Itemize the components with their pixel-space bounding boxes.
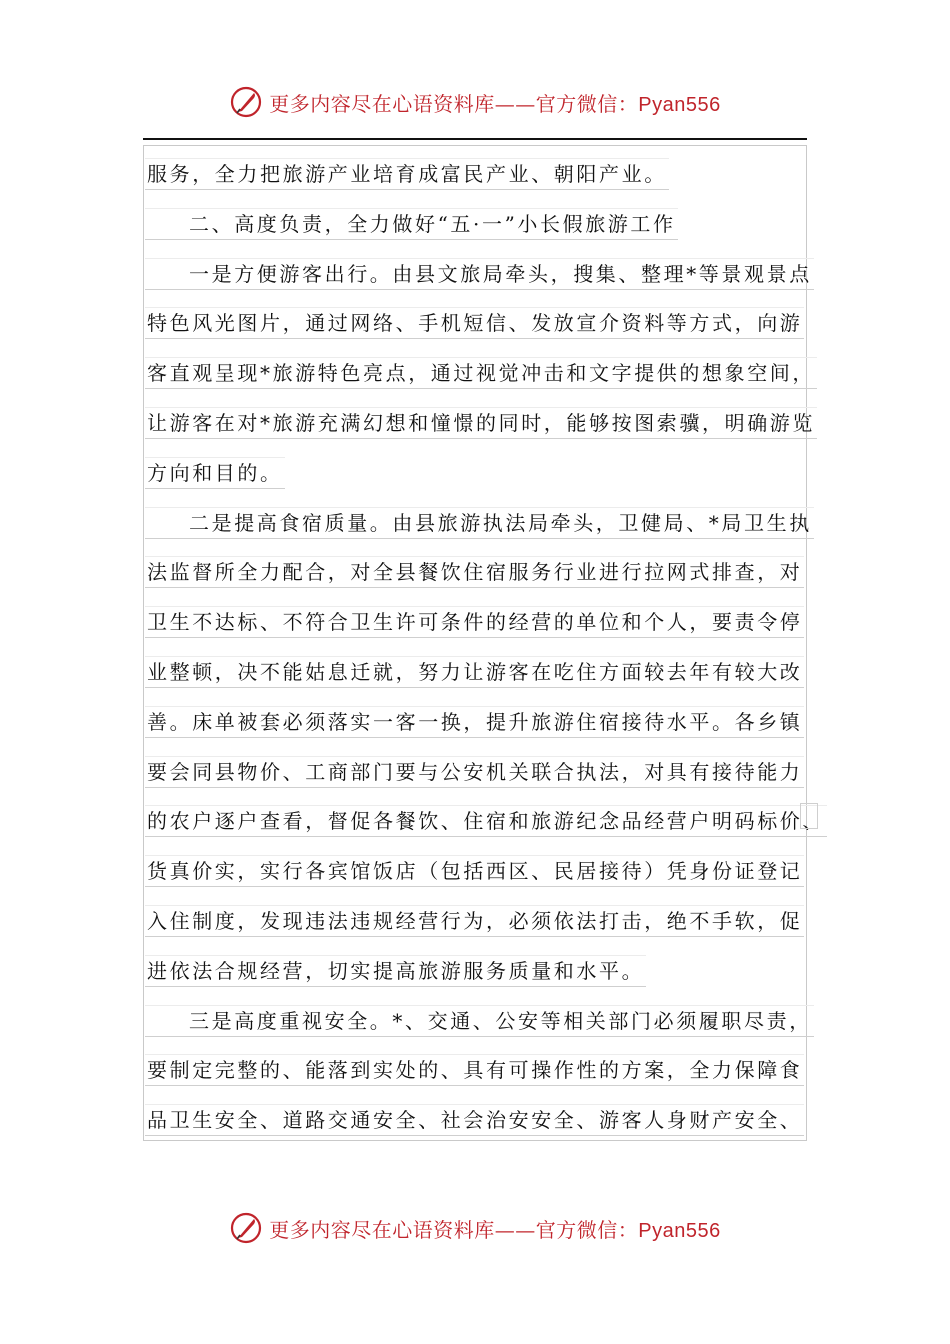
section-heading: 二、高度负责，全力做好“五·一”小长假旅游工作 <box>145 200 815 250</box>
text-line: 要会同县物价、工商部门要与公安机关联合执法，对具有接待能力 <box>145 748 815 798</box>
banner-dash: —— <box>494 1217 536 1242</box>
banner-title: 更多内容尽在心语资料库 <box>269 91 495 116</box>
text-line: 客直观呈现*旅游特色亮点，通过视觉冲击和文字提供的想象空间， <box>145 349 815 399</box>
text-line: 卫生不达标、不符合卫生许可条件的经营的单位和个人，要责令停 <box>145 598 815 648</box>
text-line: 的农户逐户查看，督促各餐饮、住宿和旅游纪念品经营户明码标价、 <box>145 797 815 847</box>
banner-dash: —— <box>494 91 536 116</box>
margin-box <box>800 803 818 829</box>
quill-pen-logo-icon <box>229 1211 263 1245</box>
banner-wechat-id: Pyan556 <box>638 1219 721 1242</box>
banner-wechat-id: Pyan556 <box>638 93 721 116</box>
text-line: 方向和目的。 <box>145 449 815 499</box>
text-line: 二是提高食宿质量。由县旅游执法局牵头，卫健局、*局卫生执 <box>145 499 815 549</box>
quill-pen-logo-icon <box>229 85 263 119</box>
header-divider <box>143 138 807 140</box>
text-line: 特色风光图片，通过网络、手机短信、发放宣介资料等方式，向游 <box>145 299 815 349</box>
text-line: 服务，全力把旅游产业培育成富民产业、朝阳产业。 <box>145 150 815 200</box>
text-line: 进依法合规经营，切实提高旅游服务质量和水平。 <box>145 947 815 997</box>
footer-banner-text <box>269 1214 720 1243</box>
footer-banner <box>0 1208 950 1248</box>
banner-title: 更多内容尽在心语资料库 <box>269 1217 495 1242</box>
text-line: 入住制度，发现违法违规经营行为，必须依法打击，绝不手软，促 <box>145 897 815 947</box>
text-line: 要制定完整的、能落到实处的、具有可操作性的方案，全力保障食 <box>145 1046 815 1096</box>
text-line: 三是高度重视安全。*、交通、公安等相关部门必须履职尽责， <box>145 997 815 1047</box>
header-banner <box>0 82 950 122</box>
text-line: 业整顿，决不能姑息迁就，努力让游客在吃住方面较去年有较大改 <box>145 648 815 698</box>
text-line: 一是方便游客出行。由县文旅局牵头，搜集、整理*等景观景点 <box>145 250 815 300</box>
banner-wechat-label: 官方微信： <box>535 91 639 116</box>
text-line: 善。床单被套必须落实一客一换，提升旅游住宿接待水平。各乡镇 <box>145 698 815 748</box>
text-line: 品卫生安全、道路交通安全、社会治安安全、游客人身财产安全、 <box>145 1096 815 1146</box>
document-body <box>145 150 825 1146</box>
banner-wechat-label: 官方微信： <box>535 1217 639 1242</box>
text-line: 法监督所全力配合，对全县餐饮住宿服务行业进行拉网式排查，对 <box>145 548 815 598</box>
text-line: 货真价实，实行各宾馆饭店（包括西区、民居接待）凭身份证登记 <box>145 847 815 897</box>
header-banner-text <box>269 88 720 117</box>
text-line: 让游客在对*旅游充满幻想和憧憬的同时，能够按图索骥，明确游览 <box>145 399 815 449</box>
